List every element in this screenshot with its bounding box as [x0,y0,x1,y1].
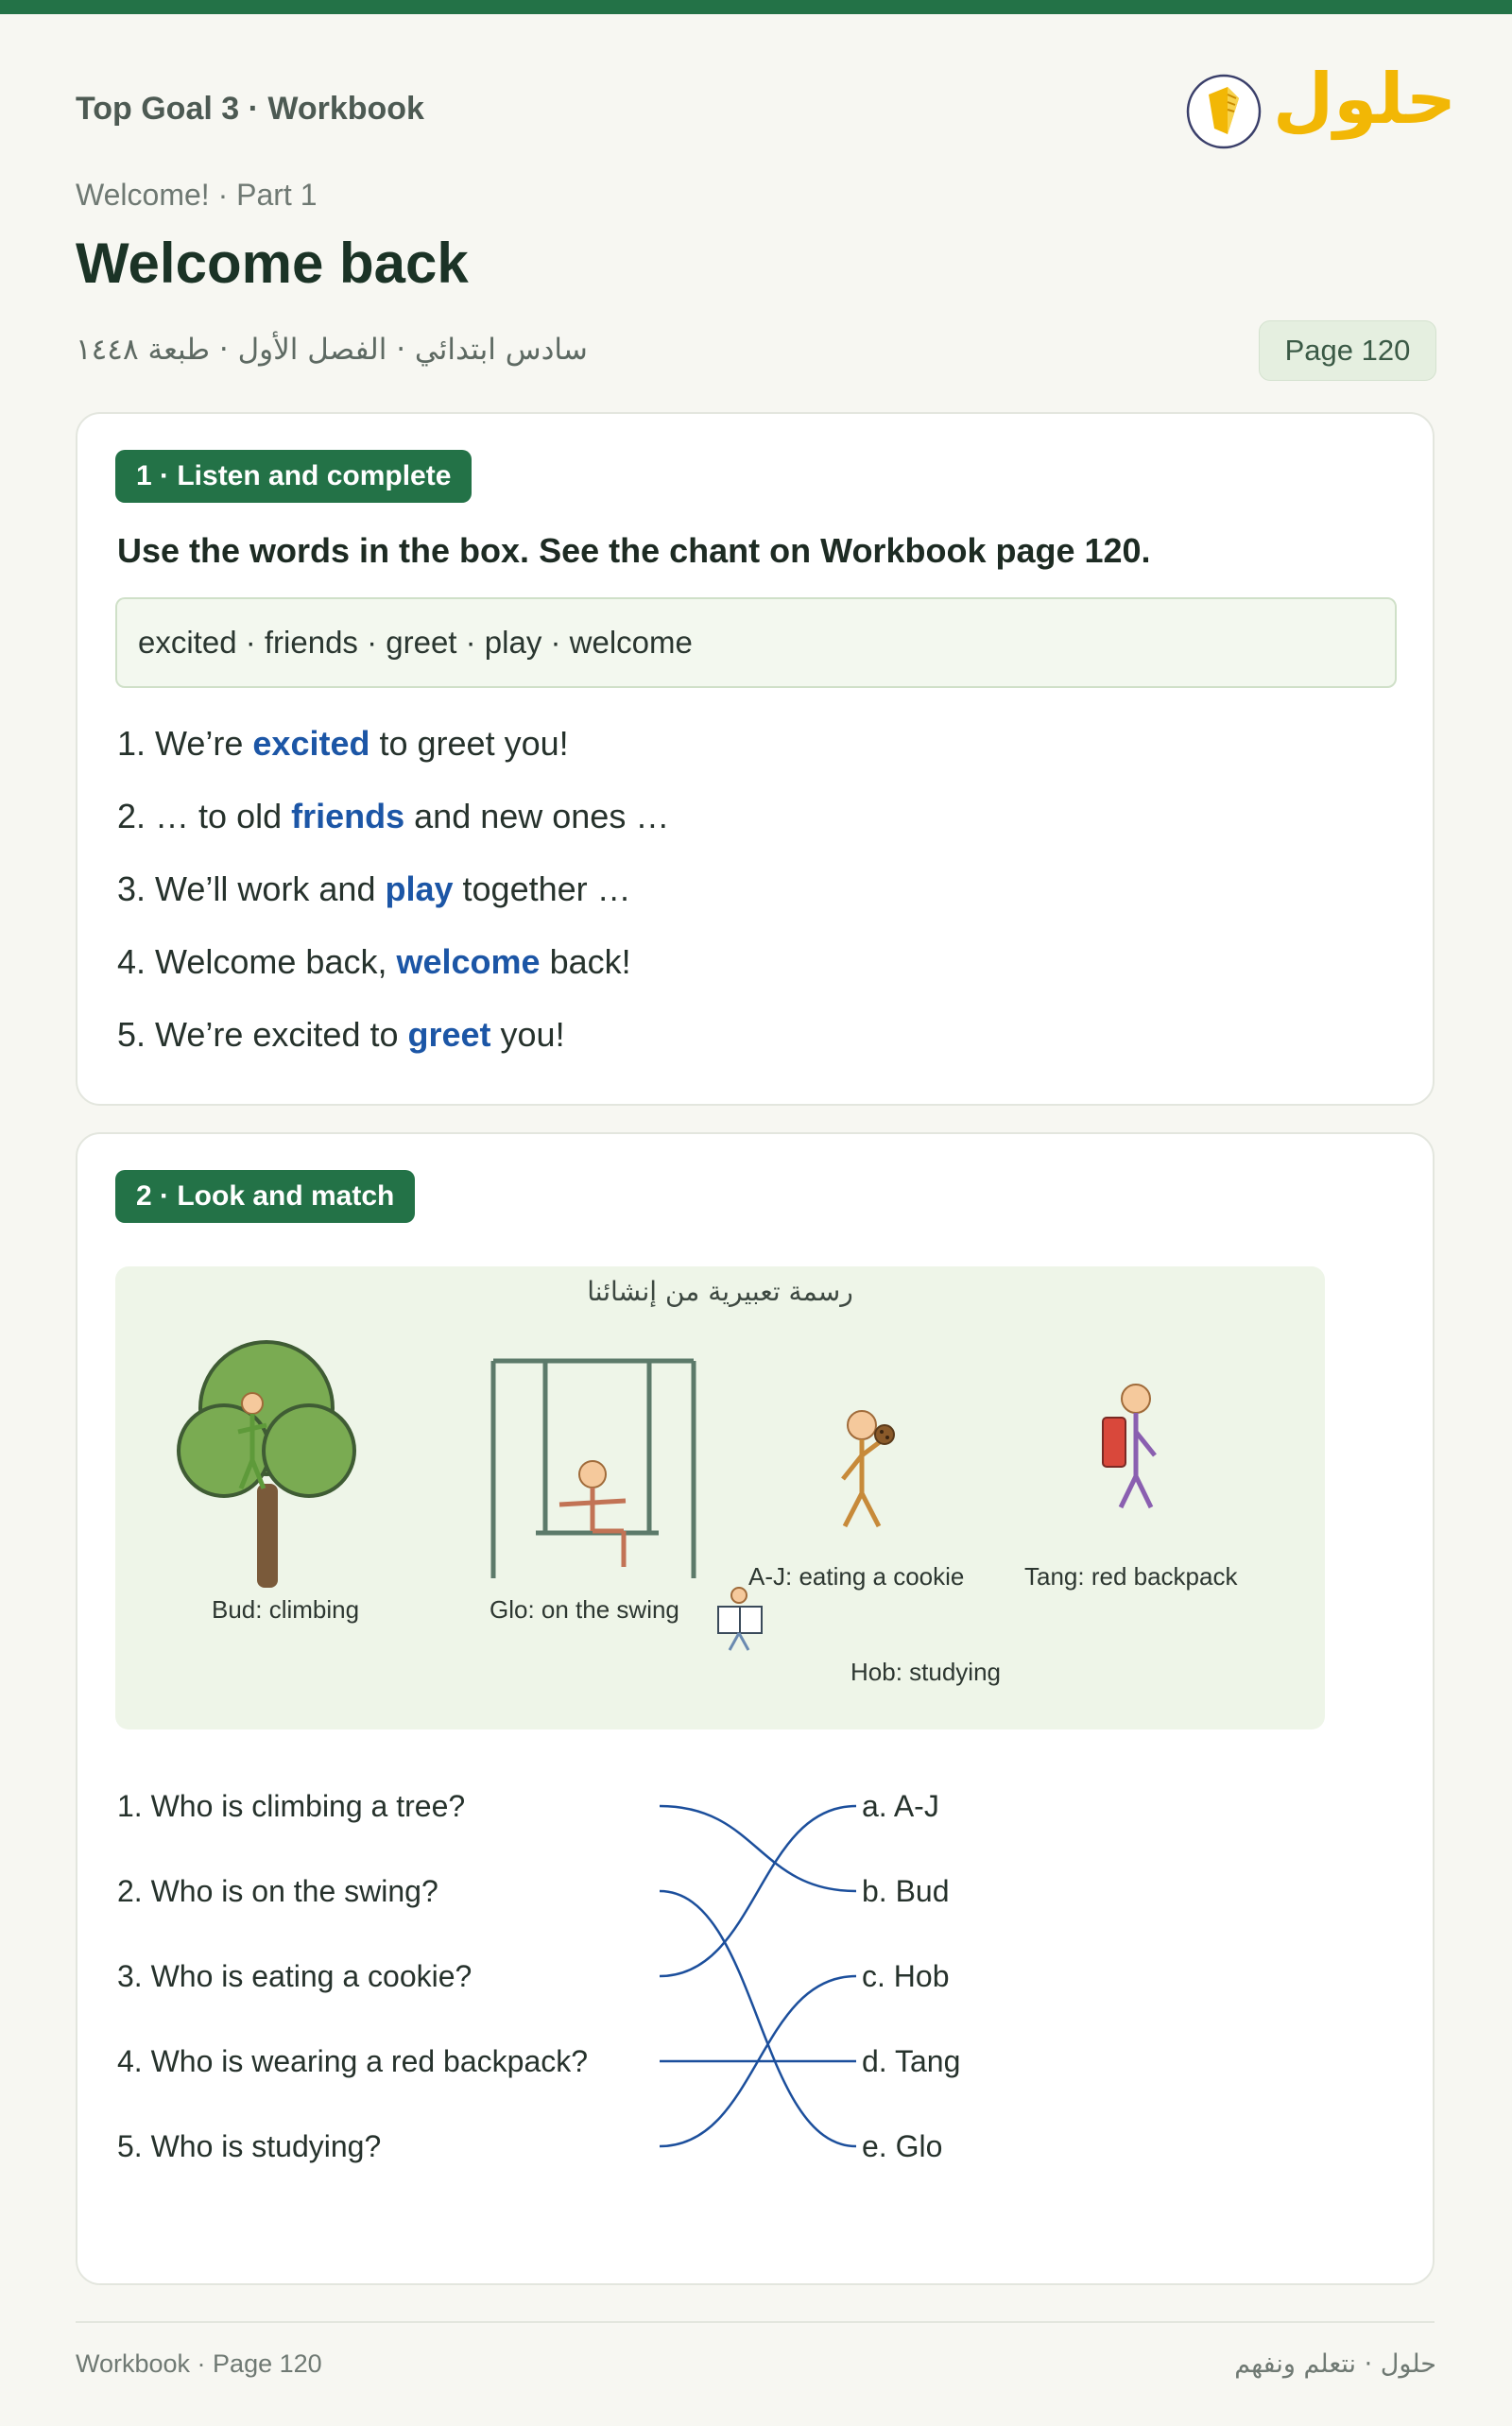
question-item: 2. Who is on the swing? [117,1874,438,1908]
sentence-answer: welcome [396,942,541,981]
sentence-text-after: back! [540,942,631,981]
match-line [660,1891,856,2146]
hob-figure [718,1588,762,1650]
label-hob: Hob: studying [850,1658,1001,1686]
sentence-answer: excited [252,724,370,763]
sentence-item [117,852,669,925]
top-accent-bar [0,0,1512,14]
label-tang: Tang: red backpack [1024,1562,1238,1591]
sentence-number: 1. [117,724,146,763]
look-match-card [76,1132,1435,2285]
halool-logo[interactable] [1186,57,1457,161]
sentence-text-after: together … [453,869,631,908]
page-number-badge: Page 120 [1259,320,1436,381]
sentence-text-after: to greet you! [369,724,569,763]
sentence-number: 2. [117,797,146,835]
sentence-text-before: We’re [155,724,253,763]
picture-caption: رسمة تعبيرية من إنشائنا [587,1276,853,1307]
footer-divider [76,2321,1435,2323]
option-list [862,1764,960,2189]
match-line [660,1806,856,1891]
sentence-text-before: We’ll work and [155,869,386,908]
sentence-item [117,925,669,998]
sentence-item [117,780,669,852]
sentence-item [117,707,669,780]
aj-figure [843,1411,881,1526]
match-line [660,1976,856,2146]
cookie-icon [875,1425,894,1444]
word-box: excited · friends · greet · play · welcome [115,597,1397,688]
breadcrumb: Welcome! · Part 1 [76,178,318,212]
option-item[interactable]: a. A-J [862,1789,939,1823]
section-1-instruction: Use the words in the box. See the chant on Workbook page 120. [117,531,1151,570]
footer-tagline: حلول · نتعلم ونفهم [1234,2349,1436,2379]
sentence-text-before: Welcome back, [155,942,397,981]
scene-illustration [115,1266,1325,1729]
option-item[interactable]: b. Bud [862,1874,950,1908]
section-1-badge: 1 · Listen and complete [115,450,472,503]
scene-drawing [115,1266,1325,1729]
logo-wordmark: حلول [1273,59,1457,140]
label-aj: A-J: eating a cookie [748,1562,965,1591]
match-line [660,1806,856,1976]
sentence-number: 3. [117,869,146,908]
option-item[interactable]: e. Glo [862,2129,943,2163]
question-item: 5. Who is studying? [117,2129,382,2163]
sentence-text-before: We’re excited to [155,1015,408,1054]
label-bud: Bud: climbing [212,1595,360,1624]
backpack-icon [1103,1418,1125,1467]
sentence-text-before: … to old [155,797,292,835]
listen-complete-card [76,412,1435,1106]
footer-page-label: Workbook · Page 120 [76,2349,322,2378]
label-glo: Glo: on the swing [490,1595,679,1624]
question-item: 1. Who is climbing a tree? [117,1789,466,1823]
sentence-text-after: and new ones … [404,797,670,835]
grade-term-edition: سادس ابتدائي · الفصل الأول · طبعة ١٤٤٨ [76,333,588,367]
sentence-answer: greet [407,1015,491,1054]
question-item: 3. Who is eating a cookie? [117,1959,472,1993]
tree-icon [179,1342,354,1588]
glo-figure [559,1461,626,1567]
section-2-badge: 2 · Look and match [115,1170,415,1223]
workbook-brand: Top Goal 3 · Workbook [76,91,424,127]
sentence-answer: play [385,869,454,908]
sentence-number: 4. [117,942,146,981]
question-list [117,1764,588,2189]
sentence-answer: friends [291,797,405,835]
question-item: 4. Who is wearing a red backpack? [117,2044,589,2078]
option-item[interactable]: c. Hob [862,1959,950,1993]
sentence-list [117,707,669,1071]
sentence-item [117,998,669,1071]
option-item[interactable]: d. Tang [862,2044,961,2078]
page-title: Welcome back [76,232,469,295]
sentence-text-after: you! [490,1015,565,1054]
sentence-number: 5. [117,1015,146,1054]
